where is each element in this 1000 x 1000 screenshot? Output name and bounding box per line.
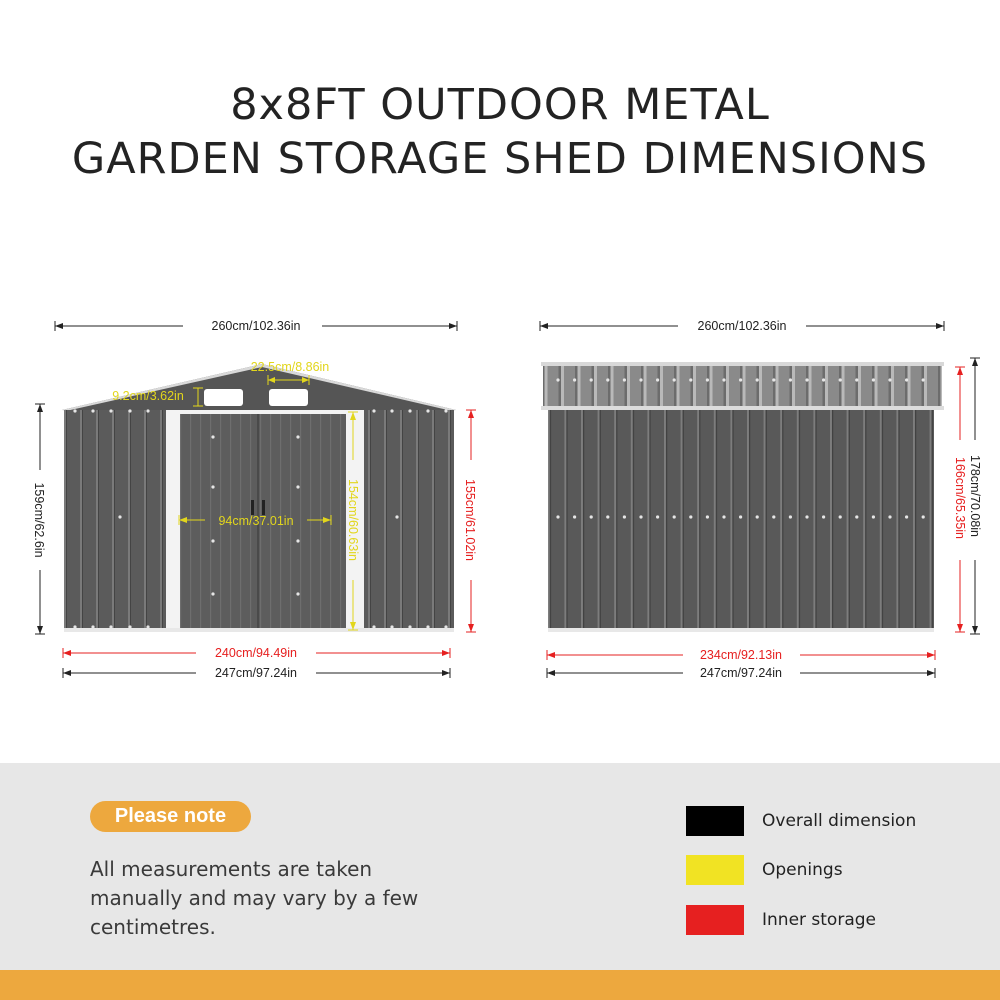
door-rivet [296, 539, 299, 542]
side-roof-trim [541, 406, 944, 410]
rivet [146, 409, 149, 412]
rivet [839, 515, 842, 518]
roof-rivet [772, 378, 775, 381]
rivet [390, 409, 393, 412]
roof-rivet [905, 378, 908, 381]
door-rivet [296, 435, 299, 438]
roof-rivet [673, 378, 676, 381]
roof-rivet [922, 378, 925, 381]
rivet [408, 625, 411, 628]
front-left-wall [64, 410, 166, 632]
rivet [822, 515, 825, 518]
door-handle-left [251, 500, 254, 515]
rivet [606, 515, 609, 518]
front-right-wall [364, 410, 454, 632]
vent-width-label: 22.5cm/8.86in [250, 360, 330, 374]
door-rivet [211, 539, 214, 542]
rivet [590, 515, 593, 518]
legend-label-overall: Overall dimension [762, 811, 917, 831]
rivet [73, 409, 76, 412]
bottom-accent-stripe [0, 970, 1000, 1000]
rivet [118, 515, 121, 518]
door-rivet [211, 435, 214, 438]
rivet [372, 409, 375, 412]
right-vent [269, 389, 308, 406]
title-line-2: GARDEN STORAGE SHED DIMENSIONS [71, 134, 929, 184]
rivet [408, 409, 411, 412]
rivet [73, 625, 76, 628]
side-roof-width-label: 260cm/102.36in [697, 319, 787, 333]
roof-rivet [590, 378, 593, 381]
side-inner-width-label: 234cm/92.13in [699, 648, 783, 662]
roof-rivet [739, 378, 742, 381]
note-text: All measurements are taken manually and may vary by a few centimetres. [90, 857, 419, 939]
legend-swatch-overall [686, 806, 744, 836]
rivet [673, 515, 676, 518]
rivet [805, 515, 808, 518]
rivet [756, 515, 759, 518]
roof-rivet [573, 378, 576, 381]
roof-rivet [689, 378, 692, 381]
rivet [556, 515, 559, 518]
rivet [905, 515, 908, 518]
roof-rivet [789, 378, 792, 381]
legend-label-inner: Inner storage [762, 910, 876, 930]
roof-rivet [888, 378, 891, 381]
rivet [426, 625, 429, 628]
side-base-rail [548, 628, 934, 632]
rivet [372, 625, 375, 628]
title-line-1: 8x8FT OUTDOOR METAL [230, 80, 770, 130]
roof-rivet [706, 378, 709, 381]
rivet [872, 515, 875, 518]
rivet [922, 515, 925, 518]
rivet [689, 515, 692, 518]
rivet [706, 515, 709, 518]
rivet [739, 515, 742, 518]
roof-rivet [822, 378, 825, 381]
rivet [109, 409, 112, 412]
rivet [395, 515, 398, 518]
side-overall-height-label: 178cm/70.08in [968, 454, 982, 538]
roof-rivet [606, 378, 609, 381]
rivet [444, 409, 447, 412]
rivet [772, 515, 775, 518]
rivet [91, 409, 94, 412]
front-wall-height-label: 159cm/62.6in [32, 482, 46, 558]
door-handle-right [262, 500, 265, 515]
roof-rivet [623, 378, 626, 381]
door-rivet [296, 485, 299, 488]
door-top-frame [166, 410, 364, 414]
roof-rivet [855, 378, 858, 381]
roof-rivet [556, 378, 559, 381]
roof-rivet [872, 378, 875, 381]
front-shed [62, 364, 456, 632]
rivet [656, 515, 659, 518]
side-wall [548, 410, 934, 630]
roof-rivet [839, 378, 842, 381]
front-base-rail [64, 628, 454, 632]
rivet [639, 515, 642, 518]
roof-rivet [756, 378, 759, 381]
door-height-label: 154cm/60.63in [346, 478, 360, 562]
rivet [390, 625, 393, 628]
rivet [573, 515, 576, 518]
legend-swatch-openings [686, 855, 744, 885]
side-roof [543, 366, 942, 406]
rivet [789, 515, 792, 518]
rivet [444, 625, 447, 628]
door-rivet [211, 592, 214, 595]
side-shed [541, 362, 944, 632]
side-roof-edge [541, 362, 944, 366]
rivet [128, 409, 131, 412]
rivet [623, 515, 626, 518]
please-note-badge: Please note [90, 801, 251, 832]
vent-height-label: 9.2cm/3.62in [112, 389, 184, 403]
side-base-width-label: 247cm/97.24in [699, 666, 783, 680]
roof-rivet [639, 378, 642, 381]
left-door-frame [166, 410, 180, 632]
front-base-width-label: 247cm/97.24in [214, 666, 298, 680]
door-width-label: 94cm/37.01in [218, 514, 294, 528]
front-inner-height-label: 155cm/61.02in [463, 478, 477, 562]
rivet [146, 625, 149, 628]
rivet [426, 409, 429, 412]
rivet [722, 515, 725, 518]
door-rivet [296, 592, 299, 595]
rivet [109, 625, 112, 628]
roof-rivet [656, 378, 659, 381]
roof-rivet [805, 378, 808, 381]
front-inner-width-label: 240cm/94.49in [214, 646, 298, 660]
rivet [91, 625, 94, 628]
rivet [128, 625, 131, 628]
rivet [855, 515, 858, 518]
left-vent [204, 389, 243, 406]
rivet [888, 515, 891, 518]
roof-rivet [722, 378, 725, 381]
front-roof-width-label: 260cm/102.36in [211, 319, 301, 333]
side-inner-height-label: 166cm/65.35in [953, 456, 967, 540]
legend-swatch-inner [686, 905, 744, 935]
legend-label-openings: Openings [762, 860, 843, 880]
door-rivet [211, 485, 214, 488]
